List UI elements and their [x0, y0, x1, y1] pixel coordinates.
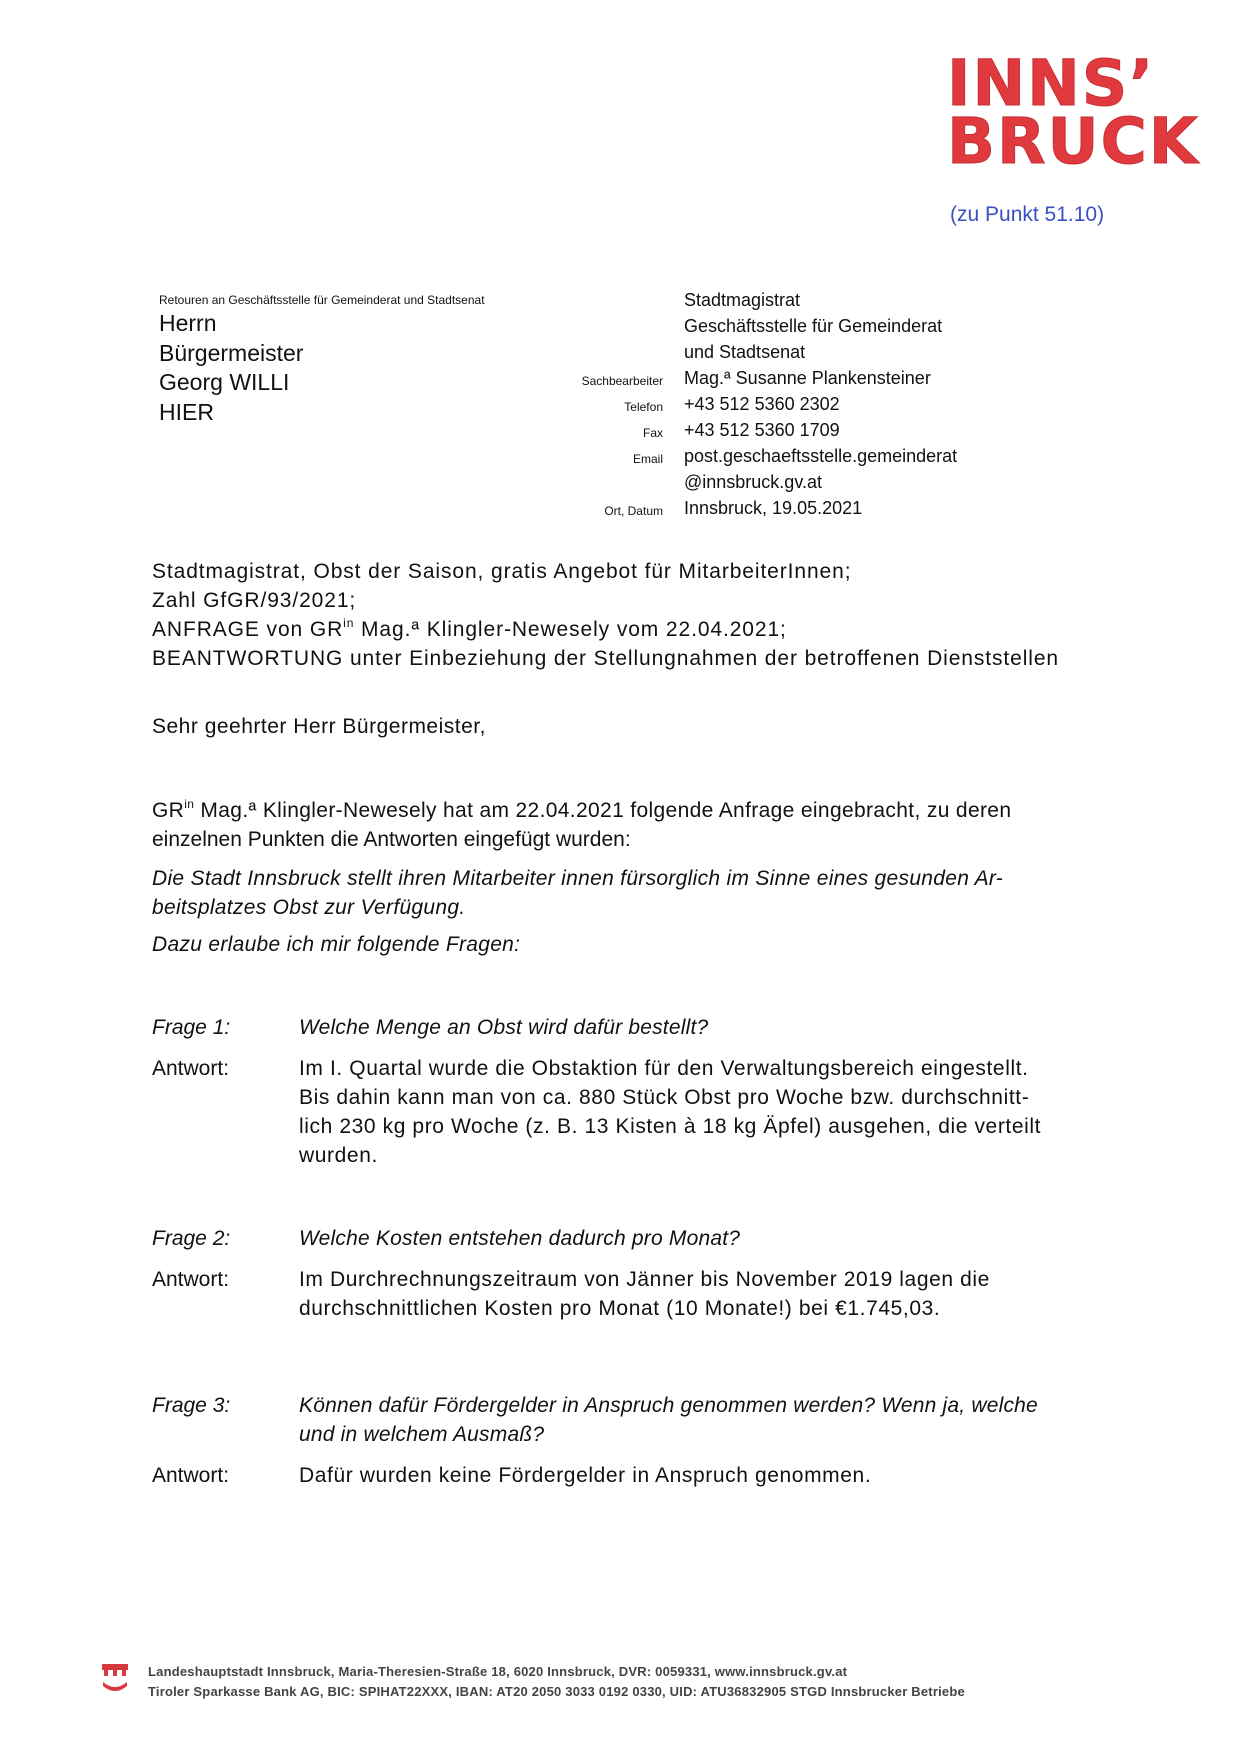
- answer-line: Im I. Quartal wurde die Obstaktion für den Verwaltungsbereich eingestellt.: [299, 1057, 1029, 1080]
- phone-label: Telefon: [624, 400, 663, 414]
- recipient-line: HIER: [159, 398, 214, 425]
- logo-line-1: INNS’: [947, 47, 1156, 120]
- qa-block-1: [152, 1013, 1127, 1170]
- answer-line: Bis dahin kann man von ca. 880 Stück Obst pro Woche bzw. durchschnitt-: [299, 1086, 1030, 1109]
- agenda-point: (zu Punkt 51.10): [950, 203, 1105, 226]
- inquiry-text: [152, 864, 1003, 922]
- subject-line: [152, 615, 1059, 644]
- recipient-block: [159, 309, 303, 427]
- fax-label: Fax: [642, 426, 663, 440]
- question-text: Welche Menge an Obst wird dafür bestellt?: [299, 1016, 709, 1039]
- superscript: in: [343, 616, 355, 630]
- email-value: post.geschaeftsstelle.gemeinderat: [684, 446, 958, 466]
- inquiry-lead: Dazu erlaube ich mir folgende Fragen:: [152, 933, 521, 956]
- recipient-line: Bürgermeister: [159, 339, 304, 366]
- clerk-label: Sachbearbeiter: [581, 374, 663, 388]
- sender-department-cont: und Stadtsenat: [684, 342, 806, 362]
- recipient-line: Herrn: [159, 310, 217, 336]
- return-address-line: Retouren an Geschäftsstelle für Gemeinderat und Stadtsenat: [159, 293, 485, 307]
- logo-line-2: BRUCK: [947, 105, 1200, 178]
- footer-line: Landeshauptstadt Innsbruck, Maria-Theresien-Straße 18, 6020 Innsbruck, DVR: 0059331, www.innsbruck.gv.at: [148, 1664, 848, 1679]
- subject-line: Zahl GfGR/93/2021;: [152, 589, 357, 612]
- email-label: Email: [632, 452, 663, 466]
- answer-line: Dafür wurden keine Fördergelder in Anspruch genommen.: [299, 1464, 872, 1487]
- answer-label: Antwort:: [152, 1464, 230, 1487]
- innsbruck-logo: [947, 47, 1200, 178]
- answer-line: durchschnittlichen Kosten pro Monat (10 Monate!) bei €1.745,03.: [299, 1297, 941, 1320]
- email-value-cont: @innsbruck.gv.at: [684, 472, 822, 492]
- subject-line: Stadtmagistrat, Obst der Saison, gratis Angebot für MitarbeiterInnen;: [152, 560, 852, 583]
- clerk-value: Mag.ª Susanne Plankensteiner: [684, 368, 931, 388]
- intro-line: einzelnen Punkten die Antworten eingefügt wurden:: [152, 828, 631, 851]
- superscript: in: [184, 797, 195, 811]
- place-date-value: Innsbruck, 19.05.2021: [684, 498, 863, 518]
- recipient-line: Georg WILLI: [159, 369, 290, 395]
- inquiry-line: Die Stadt Innsbruck stellt ihren Mitarbeiter innen fürsorglich im Sinne eines gesunden Ar-: [152, 867, 1004, 890]
- question-text: Können dafür Fördergelder in Anspruch genommen werden? Wenn ja, welche: [299, 1394, 1038, 1417]
- question-label: Frage 3:: [152, 1394, 231, 1417]
- intro-text: Mag.ª Klingler-Newesely hat am 22.04.2021 folgende Anfrage eingebracht, zu deren: [194, 799, 1012, 822]
- qa-block-3: [152, 1391, 1127, 1490]
- sender-block: [540, 285, 957, 519]
- intro-text: GR: [152, 799, 185, 822]
- subject-text: Mag.ª Klingler-Newesely vom 22.04.2021;: [354, 618, 787, 641]
- inquiry-line: beitsplatzes Obst zur Verfügung.: [152, 896, 466, 919]
- question-text: und in welchem Ausmaß?: [299, 1423, 545, 1446]
- phone-value: +43 512 5360 2302: [684, 394, 840, 414]
- answer-label: Antwort:: [152, 1268, 230, 1291]
- answer-label: Antwort:: [152, 1057, 230, 1080]
- intro-line: [152, 796, 1122, 825]
- sender-office: Stadtmagistrat: [684, 290, 801, 310]
- footer-line: Tiroler Sparkasse Bank AG, BIC: SPIHAT22XXX, IBAN: AT20 2050 3033 0192 0330, UID: ATU36832905 STGD Innsbrucker Betriebe: [148, 1684, 965, 1699]
- question-label: Frage 1:: [152, 1016, 231, 1039]
- fax-value: +43 512 5360 1709: [684, 420, 840, 440]
- place-date-label: Ort, Datum: [604, 504, 663, 518]
- answer-line: Im Durchrechnungszeitraum von Jänner bis November 2019 lagen die: [299, 1268, 990, 1291]
- answer-line: wurden.: [299, 1144, 378, 1167]
- question-label: Frage 2:: [152, 1227, 231, 1250]
- sender-department: Geschäftsstelle für Gemeinderat: [684, 316, 943, 336]
- question-text: Welche Kosten entstehen dadurch pro Monat?: [299, 1227, 741, 1250]
- answer-line: lich 230 kg pro Woche (z. B. 13 Kisten à 18 kg Äpfel) ausgehen, die verteilt: [299, 1115, 1042, 1138]
- footer-coat-of-arms-icon: [100, 1662, 132, 1701]
- salutation: Sehr geehrter Herr Bürgermeister,: [152, 715, 486, 738]
- subject-block: [152, 557, 1059, 673]
- qa-block-2: [152, 1224, 1127, 1323]
- subject-text: ANFRAGE von GR: [152, 618, 344, 641]
- footer-text: [148, 1662, 965, 1702]
- subject-line: BEANTWORTUNG unter Einbeziehung der Stellungnahmen der betroffenen Dienststellen: [152, 647, 1060, 670]
